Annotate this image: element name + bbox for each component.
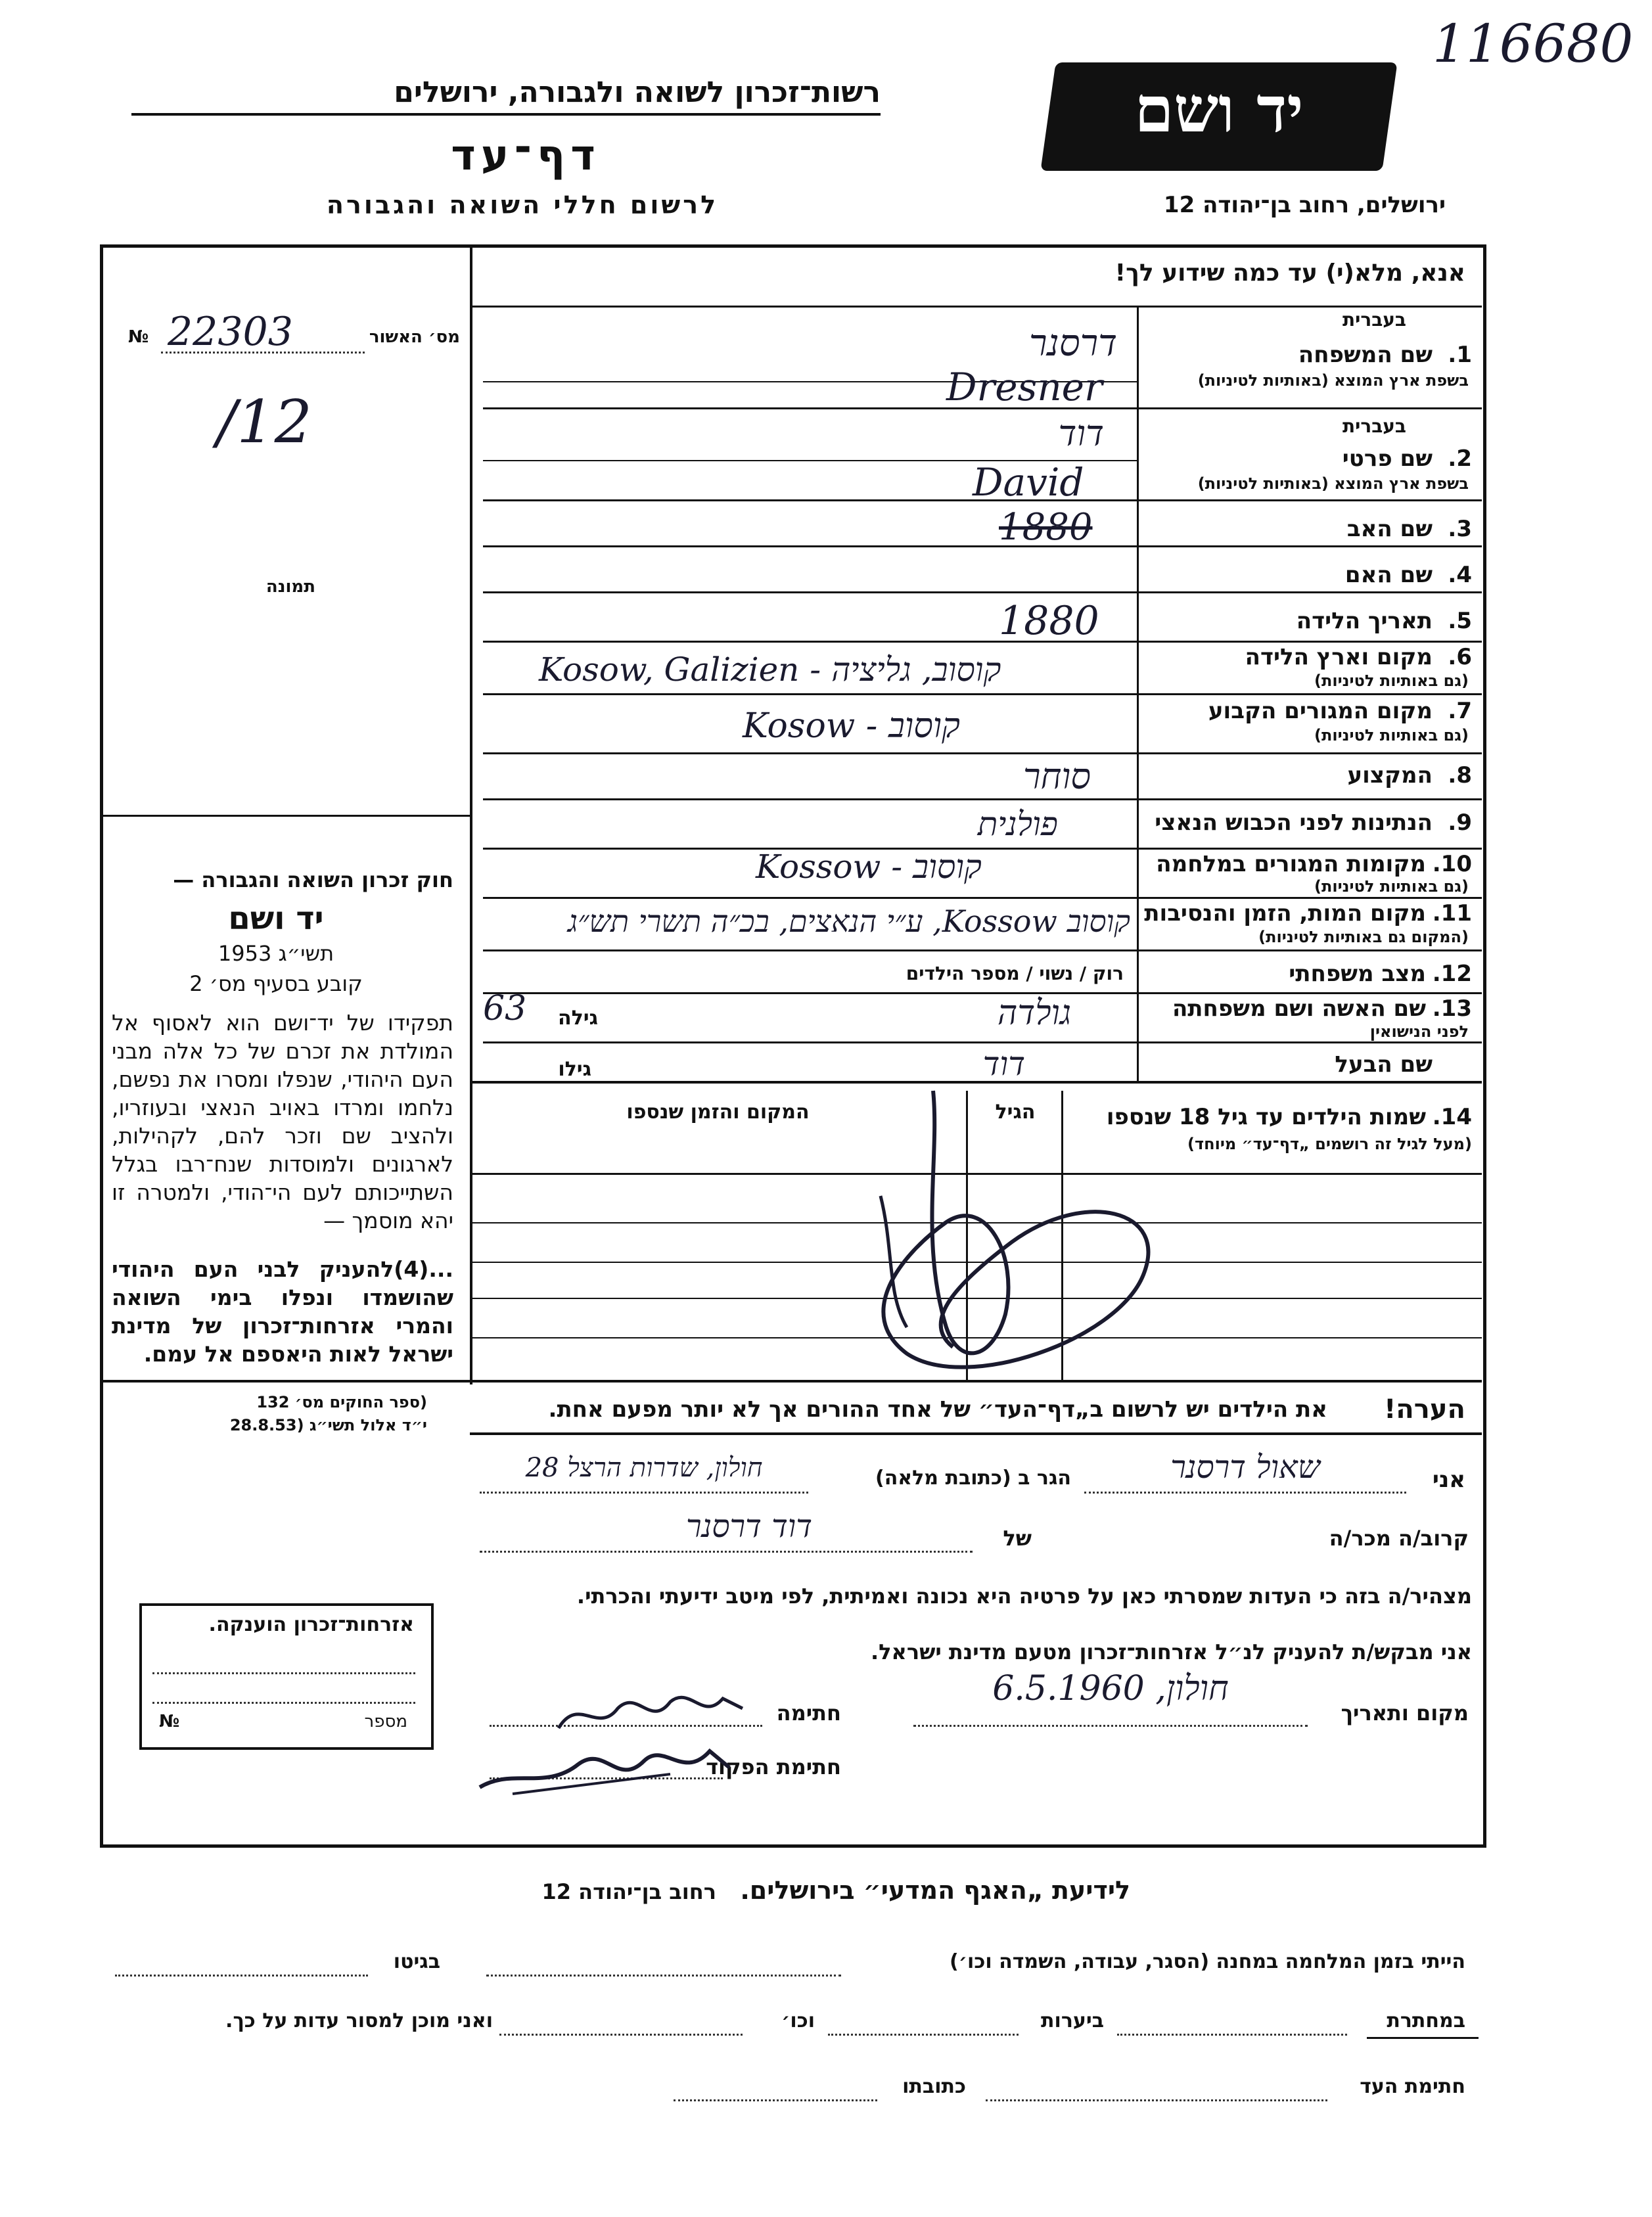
field-13-value: גולדה [997,994,1071,1033]
field-7-label: מקום המגורים הקבוע [1208,698,1433,724]
field-10-value: Kossow - קוסוב [756,848,982,886]
field-9-number: 9. [1448,810,1472,836]
officer-signature [473,1728,736,1800]
footer-line2-underground: במחתרת [1387,2009,1465,2032]
row-line [483,545,1482,547]
field-2-label: שם פרטי [1342,446,1433,472]
field-2-sub: בשפת ארץ המוצא (באותיות לטיניות) [1197,474,1469,493]
law-year: תשי״ג 1953 [218,941,334,966]
field-8-label: המקצוע [1347,762,1433,789]
field-4-label: שם האם [1344,562,1433,588]
field-12-label: מצב משפחתי [1289,961,1426,987]
field-7-value: Kosow - קוסוב [743,706,960,746]
declaration-address-line [480,1492,808,1494]
logo-text: יד ושם [1134,72,1304,147]
law-name: יד ושם [228,900,324,937]
authority-title: רשות־זכרון לשואה ולגבורה, ירושלים [131,76,881,116]
field-13-age-label: גילה [558,1007,598,1030]
row-line [483,641,1482,643]
field-9-label: הנתינות לפני הכבוש הנאצי [1155,810,1433,836]
field-6-label: מקום וארץ הלידה [1245,644,1433,670]
field-6-value: Kosow, Galizien - קוסוב, גליציה [539,651,1001,689]
intro-text: אנא, מלא(י) עד כמה שידוע לך! [1114,260,1465,286]
field-1-label: שם המשפחה [1298,342,1433,368]
declaration-name-line [1084,1492,1406,1494]
intro-row-line [470,306,1482,308]
field-2-hebrew-label: בעברית [1342,415,1406,437]
field-12-number: 12. [1432,961,1472,987]
law-text-2: ...(4)להעניק לבני העם היהודי שהושמדו ונפלו בימי השואה והמרי אזרחות־זכרון של מדינת ישראל לאות היאספם אל עמם. [112,1256,453,1367]
field-12-options: רוק / נשוי / מספר הילדים [906,963,1124,984]
field-10-label: מקומות המגורים במלחמה [1156,851,1426,877]
footer-line2-dots-1 [1117,2034,1347,2036]
footer-line2-dots-3 [499,2034,743,2036]
footer-title: לידיעת „האגף המדעי״ בירושלים. [740,1876,1130,1905]
footer-line1-dots-1 [486,1975,841,1977]
declaration-relative: קרוב/ה מכר/ה [1329,1526,1469,1551]
row-line [483,591,1482,593]
form-subtitle: לרשום חללי השואה והגבורה [326,191,719,219]
cert-line-2 [152,1702,415,1704]
declaration-request: אני מבקש/ת להעניק לנ״ל אזרחות־זכרון מטעם מדינת ישראל. [871,1639,1472,1664]
place-date-line [913,1725,1308,1727]
field-13-sub: לפני הנישואין [1369,1022,1469,1041]
field-6-number: 6. [1448,644,1472,670]
field-1-number: 1. [1448,342,1472,368]
children-label: שמות הילדים עד גיל 18 שנספו [1106,1104,1426,1130]
footer-line1-camp: הייתי בזמן המלחמה במחנה (הסגר, עבודה, השמדה וכו׳) [950,1950,1465,1973]
field-1-value-hebrew: דרסנר [1029,322,1117,365]
field-13-number: 13. [1432,995,1472,1022]
children-col-age: הגיל [995,1101,1036,1124]
footer-line2-underline [1367,2037,1479,2039]
field-6-sub: (גם באותיות לטיניות) [1314,672,1469,690]
field-5-value: 1880 [999,598,1099,644]
certificate-title: אזרחות־זכרון הוענקה. [208,1613,414,1636]
signature-label: חתימה [776,1701,841,1726]
declaration-i-label: אני [1432,1467,1465,1493]
footer-line3-address: כתובתו [902,2075,966,2098]
cert-number-mark: № [159,1712,180,1731]
field-3-number: 3. [1448,516,1472,542]
declaration-of-line [480,1551,973,1553]
photo-bottom-line [103,815,471,817]
approval-no-mark: № [128,327,149,347]
approval-value-2: /12 [217,388,312,457]
field-1-sub: בשפת ארץ המוצא (באותיות לטיניות) [1197,371,1469,390]
footer-address: רחוב בן־יהודה 12 [541,1879,716,1904]
place-date-value: חולון, 6.5.1960 [992,1669,1229,1708]
law-text: תפקידו של יד־ושם הוא לאסוף אל המולדת את זכרם של כל אלה מבני העם היהודי, שנפלו ומסרו את נפשם, נלחמו ומרדו באויב הנאצי ובעוזריו, ולהציב שם וזכר להם, לקהילות, לארגונים ולמוסדות שנח־רבו בגלל השתייכותם לעם הי־הודי, ולמטרה זו יהא מוסמך — [112,1010,453,1233]
field-1-value-latin: Dresner [946,365,1103,409]
children-sub: (מעל לגיל זה רושמים „דף־עד״ מיוחד) [1187,1135,1472,1153]
declaration-statement: מצהיר/ה בזה כי העדות שמסרתי כאן על פרטיה היא נכונה ואמיתית, לפי מיטב ידיעתי והכרתי. [576,1584,1472,1609]
declaration-of-value: דוד דרסנר [686,1508,812,1545]
children-number: 14. [1432,1104,1472,1130]
footer-line2-etc: וכו׳ [781,2009,815,2032]
field-3-label: שם האב [1346,516,1433,542]
declaration-of: של [1003,1526,1032,1551]
law-ref-1: (ספר החוקים מס׳ 132 [256,1393,427,1411]
cert-line-1 [152,1672,415,1674]
handwritten-scribble [775,1078,1249,1406]
officer-label: חתימת הפקוד [706,1754,841,1779]
footer-line2-ready: ואני מוכן למסור עדות על כך. [225,2009,493,2032]
footer-line2-dots-2 [828,2034,1019,2036]
law-title: חוק זכרון השואה והגבורה — [173,867,453,892]
archive-number: 116680 [1433,13,1634,74]
row-line [483,693,1482,695]
declaration-address: חולון, שדרות הרצל 28 [525,1453,763,1483]
field-11-value: קוסוב Kossow, ע״י הנאצים, בכ״ה תשרי תש״ג [567,903,1130,939]
field-3-value: 1880 [999,506,1093,549]
row-line [483,949,1482,951]
form-title: דף־עד [451,131,601,180]
header-address: ירושלים, רחוב בן־יהודה 12 [1163,192,1446,218]
footer-line3-witness-sig: חתימת העד [1360,2075,1465,2098]
field-10-number: 10. [1432,851,1472,877]
row-line [483,1041,1482,1043]
row-line [483,752,1482,754]
declaration-name: שאול דרסנר [1170,1449,1320,1486]
approval-label: מס׳ האשור [369,327,460,347]
field-8-number: 8. [1448,762,1472,789]
field-4-number: 4. [1448,562,1472,588]
footer-line3-dots-1 [986,2099,1327,2101]
photo-label: תמונה [265,577,315,597]
husband-label: שם הבעל [1335,1051,1433,1078]
field-10-sub: (גם באותיות לטיניות) [1314,877,1469,896]
footer-line2-forests: ביערות [1041,2009,1104,2032]
field-13-age-value: 63 [483,989,527,1028]
footer-line3-dots-2 [674,2099,877,2101]
field-5-label: תאריך הלידה [1296,608,1433,634]
field-2-value-latin: David [973,460,1084,505]
field-13-label: שם האשה ושם משפחתה [1172,995,1426,1022]
note-label: הערה! [1384,1394,1465,1425]
field-11-sub: (המקום גם באותיות לטיניות) [1258,928,1469,946]
husband-value: דוד [982,1045,1025,1083]
note-bottom-line [470,1432,1482,1435]
place-date-label: מקום ותאריך [1341,1701,1469,1726]
approval-value: 22303 [168,309,293,355]
field-2-number: 2. [1448,446,1472,472]
field-11-number: 11. [1432,900,1472,926]
field-7-sub: (גם באותיות לטיניות) [1314,726,1469,744]
field-9-value: פולנית [977,805,1058,843]
field-5-number: 5. [1448,608,1472,634]
footer-line1-dots-2 [115,1975,368,1977]
field-11-label: מקום המות, הזמן והנסיבות [1144,900,1426,926]
husband-age-label: גילו [558,1058,591,1081]
field-7-number: 7. [1448,698,1472,724]
row-line [483,848,1482,850]
row-line [483,897,1482,899]
law-ref-2: י״ד אלול תשי״ג (28.8.53 [229,1416,427,1434]
law-clause: קובע בסעיף מס׳ 2 [189,971,363,996]
field-1-hebrew-label: בעברית [1342,309,1406,331]
note-text: את הילדים יש לרשום ב„דף־העד״ של אחד ההורים אך לא יותר מפעם אחת. [548,1396,1327,1423]
footer-line1-ghetto: בגיטו [393,1950,440,1973]
children-col-place: המקום והזמן שנספו [626,1101,810,1124]
field-2-value-hebrew: דוד [1058,413,1104,454]
declaration-residing: הגר ב (כתובת מלאה) [875,1467,1071,1490]
cert-number-label: מספר [364,1712,407,1731]
field-8-value: סוחר [1022,756,1091,797]
row-line [483,798,1482,800]
